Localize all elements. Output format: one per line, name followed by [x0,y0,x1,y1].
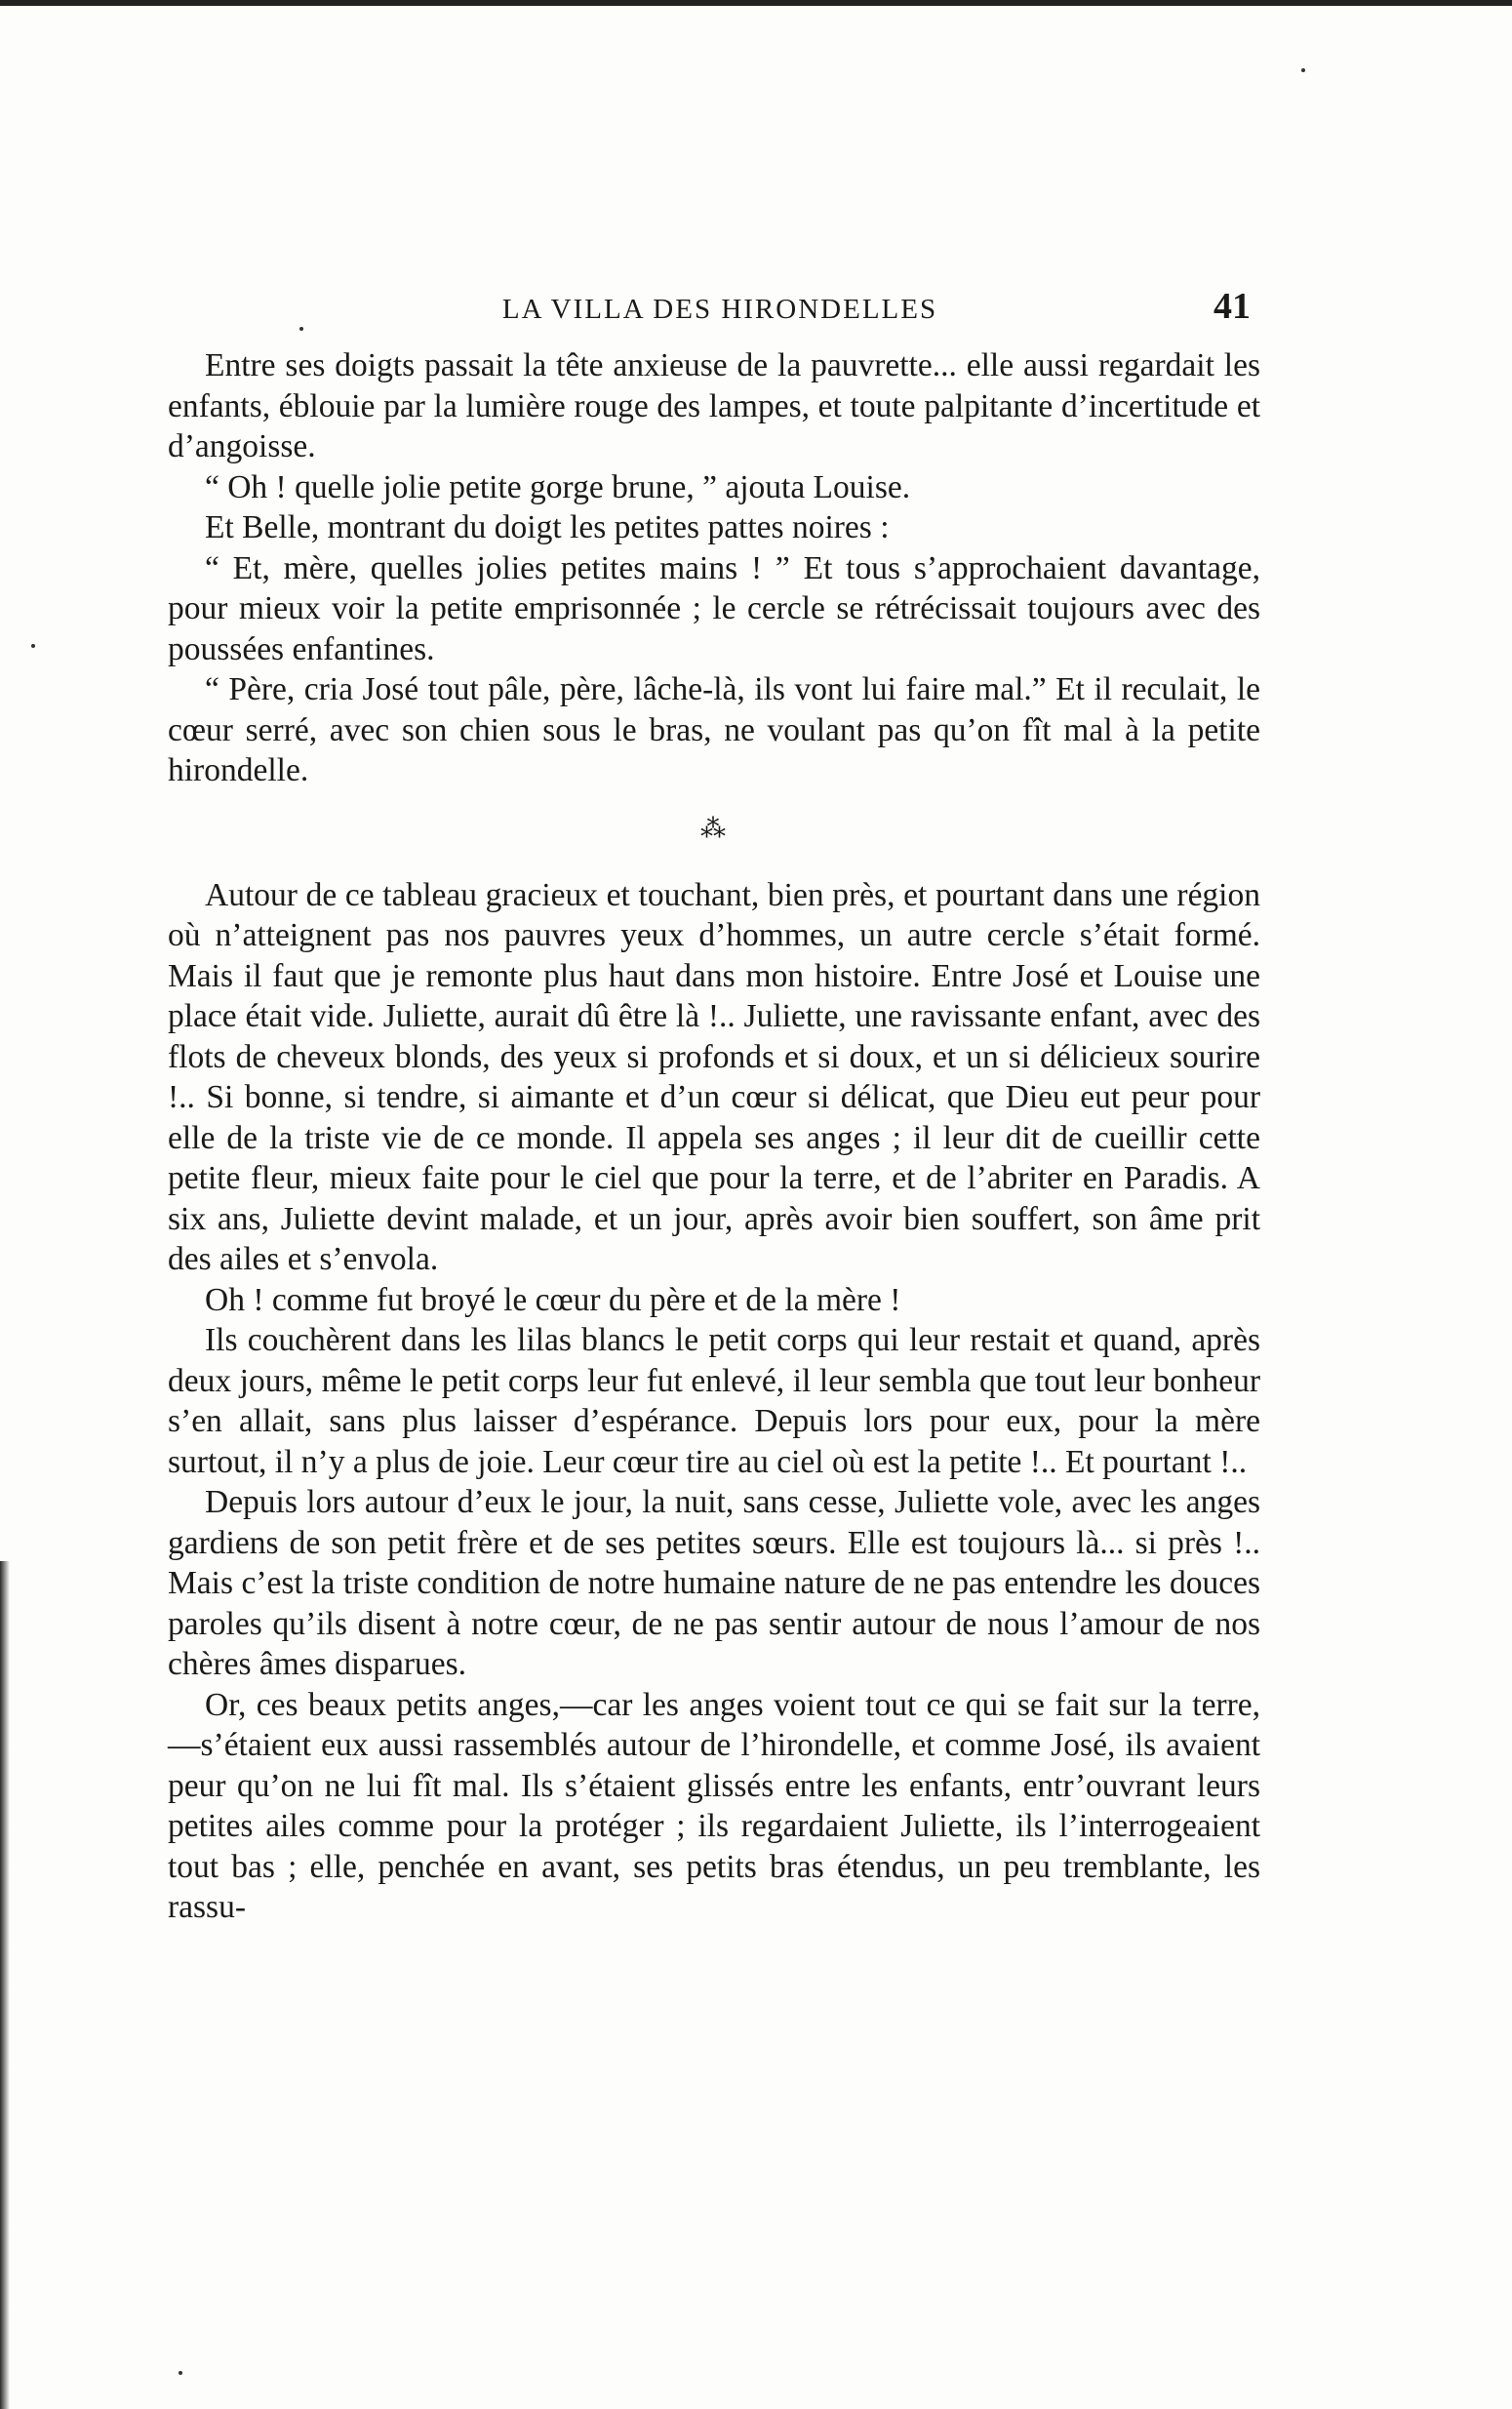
running-head [168,285,1260,328]
paragraph: Oh ! comme fut broyé le cœur du père et de la mère ! [205,1281,901,1318]
paragraph: Ils couchèrent dans les lilas blancs le petit corps qui leur restait et quand, après deux jours, même le petit corps leur fut enlevé, il leur sembla que tout leur bonheur s’en allait, sans plus laisser d’espérance. Depuis lors pour eux, pour la mère surtout, il n’y a plus de joie. Leur cœur tire au ciel où est la petite !.. Et pourtant !.. [168,1322,1260,1480]
paragraph: Depuis lors autour d’eux le jour, la nuit, sans cesse, Juliette vole, avec les anges gardiens de son petit frère et de ses petites sœurs. Elle est toujours là... si près !.. Mais c’est la triste condition de notre humaine nature de ne pas entendre les douces paroles qu’ils disent à notre cœur, de ne pas sentir autour de nous l’amour de nos chères âmes disparues. [168,1484,1260,1682]
page-number: 41 [1214,286,1251,327]
paper-speck [1301,68,1305,72]
paragraph: Autour de ce tableau gracieux et touchant, bien près, et pourtant dans une région où n’atteignent pas nos pauvres yeux d’hommes, un autre cercle s’était formé. Mais il faut que je remonte plus haut dans mon histoire. Entre José et Louise une place était vide. Juliette, aurait dû être là !.. Juliette, une ravissante enfant, avec des flots de cheveux blonds, des yeux si profonds et si doux, et un si délicieux sourire !.. Si bonne, si tendre, si aimante et d’un cœur si délicat, que Dieu eut peur pour elle de la triste vie de ce monde. Il appela ses anges ; il leur dit de cueillir cette petite fleur, mieux faite pour le ciel que pour la terre, et de l’abriter en Paradis. A six ans, Juliette devint malade, et un jour, après avoir bien souffert, son âme prit des ailes et s’envola. [168,876,1260,1277]
body-text-part-2 [168,875,1260,1928]
section-break-asterism: ⁂ [700,814,728,843]
paragraph: “ Père, cria José tout pâle, père, lâche-là, ils vont lui faire mal.” Et il reculait, le cœur serré, avec son chien sous le bras, ne voulant pas qu’on fît mal à la petite hirondelle. [168,671,1260,788]
paragraph: Et Belle, montrant du doigt les petites pattes noires : [205,509,890,545]
top-edge-rule [0,0,1512,6]
book-page [168,285,1260,1928]
paragraph: Entre ses doigts passait la tête anxieuse de la pauvrette... elle aussi regardait les enfants, éblouie par la lumière rouge des lampes, et toute palpitante d’incertitude et d’angoisse. [168,347,1260,464]
body-text-part-1 [168,345,1260,791]
paper-speck [179,2371,182,2375]
paragraph: Or, ces beaux petits anges,—car les anges voient tout ce qui se fait sur la terre,—s’étaient eux aussi rassemblés autour de l’hirondelle, et comme José, ils avaient peur qu’on ne lui fît mal. Ils s’étaient glissés entre les enfants, entr’ouvrant leurs petites ailes comme pour la protéger ; ils regardaient Juliette, ils l’interrogeaient tout bas ; elle, penchée en avant, ses petits bras étendus, un peu tremblante, les rassu- [168,1686,1260,1925]
binding-shadow [0,1561,10,2409]
running-title: LA VILLA DES HIRONDELLES [501,294,938,325]
paragraph: “ Et, mère, quelles jolies petites mains ! ” Et tous s’approchaient davantage, pour mieux voir la petite emprisonnée ; le cercle se rétrécissait toujours avec des poussées enfantines. [168,549,1260,667]
paper-speck [31,644,35,648]
paragraph: “ Oh ! quelle jolie petite gorge brune, ” ajouta Louise. [205,468,911,505]
